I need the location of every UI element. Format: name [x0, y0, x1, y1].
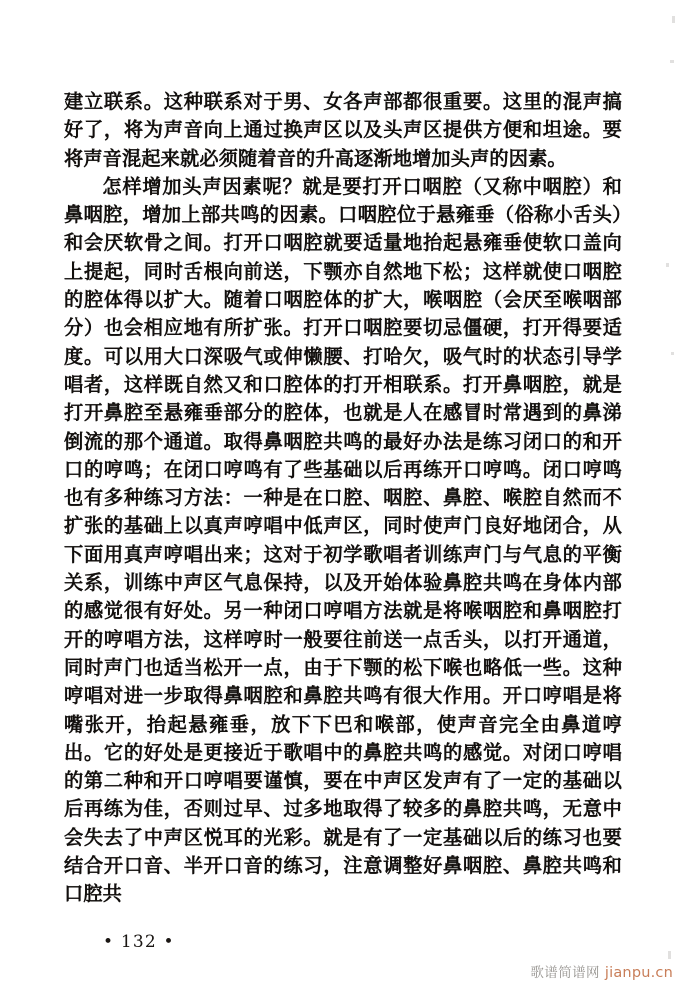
watermark [530, 961, 673, 981]
paragraph-1: 建立联系。这种联系对于男、女各声部都很重要。这里的混声搞好了，将为声音向上通过换声区以及头声区提供方便和坦途。要将声音混起来就必须随着音的升高逐渐地增加头声的因素。 [64, 90, 622, 170]
page-number: • 132 • [103, 932, 175, 952]
watermark-site-url: jianpu.cn [604, 965, 673, 981]
watermark-site-name-cn: 歌谱简谱网 [530, 965, 600, 981]
scan-speck [666, 263, 669, 267]
scan-speck [670, 60, 674, 63]
scan-speck [672, 16, 675, 23]
scan-speck [668, 951, 671, 959]
scan-speck [671, 352, 674, 355]
page-body-text [64, 88, 622, 909]
paragraph-2: 怎样增加头声因素呢？就是要打开口咽腔（又称中咽腔）和鼻咽腔，增加上部共鸣的因素。口咽腔位于悬雍垂（俗称小舌头）和会厌软骨之间。打开口咽腔就要适量地抬起悬雍垂使软口盖向上提起，同时舌根向前送，下颚亦自然地下松；这样就使口咽腔的腔体得以扩大。随着口咽腔体的扩大，喉咽腔（会厌至喉咽部分）也会相应地有所扩张。打开口咽腔要切忌僵硬，打开得要适度。可以用大口深吸气或伸懒腰、打哈欠，吸气时的状态引导学唱者，这样既自然又和口腔体的打开相联系。打开鼻咽腔，就是打开鼻腔至悬雍垂部分的腔体，也就是人在感冒时常遇到的鼻涕倒流的那个通道。取得鼻咽腔共鸣的最好办法是练习闭口的和开口的哼鸣；在闭口哼鸣有了些基础以后再练开口哼鸣。闭口哼鸣也有多种练习方法：一种是在口腔、咽腔、鼻腔、喉腔自然而不扩张的基础上以真声哼唱中低声区，同时使声门良好地闭合，从下面用真声哼唱出来；这对于初学歌唱者训练声门与气息的平衡关系，训练中声区气息保持，以及开始体验鼻腔共鸣在身体内部的感觉很有好处。另一种闭口哼唱方法就是将喉咽腔和鼻咽腔打开的哼唱方法，这样哼时一般要往前送一点舌头，以打开通道，同时声门也适当松开一点，由于下颚的松下喉也略低一些。这种哼唱对进一步取得鼻咽腔和鼻腔共鸣有很大作用。开口哼唱是将嘴张开，抬起悬雍垂，放下下巴和喉部，使声音完全由鼻道哼出。它的好处是更接近于歌唱中的鼻腔共鸣的感觉。对闭口哼唱的第二种和开口哼唱要谨慎，要在中声区发声有了一定的基础以后再练为佳，否则过早、过多地取得了较多的鼻腔共鸣，无意中会失去了中声区悦耳的光彩。就是有了一定基础以后的练习也要结合开口音、半开口音的练习，注意调整好鼻咽腔、鼻腔共鸣和口腔共 [64, 174, 622, 906]
